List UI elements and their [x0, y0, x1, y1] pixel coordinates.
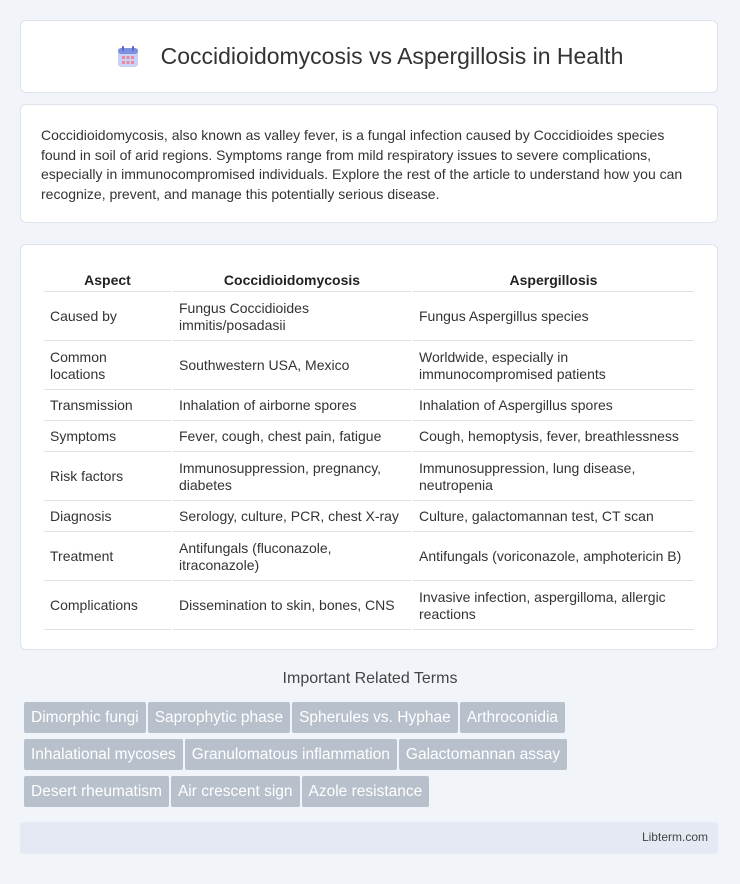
- table-cell: Culture, galactomannan test, CT scan: [413, 503, 694, 532]
- related-term-tag[interactable]: Spherules vs. Hyphae: [292, 702, 458, 733]
- intro-text: Coccidioidomycosis, also known as valley fever, is a fungal infection caused by Coccidioides species found in soil of arid regions. Symptoms range from mild respiratory issues to severe complications, especially in immunocompromised individuals. Explore the rest of the article to understand how you can recognize, prevent, and manage this potentially serious disease.: [41, 127, 683, 202]
- intro-card: [20, 104, 718, 223]
- related-term-tag[interactable]: Dimorphic fungi: [24, 702, 146, 733]
- header-coccidioidomycosis: Coccidioidomycosis: [173, 265, 411, 292]
- table-cell: Transmission: [44, 392, 171, 421]
- table-row: [44, 503, 694, 532]
- table-cell: Complications: [44, 583, 171, 630]
- table-cell: Diagnosis: [44, 503, 171, 532]
- table-cell: Fungus Aspergillus species: [413, 294, 694, 341]
- footer-brand-link[interactable]: Libterm.com: [641, 830, 708, 844]
- table-cell: Risk factors: [44, 454, 171, 501]
- table-cell: Fever, cough, chest pain, fatigue: [173, 423, 411, 452]
- related-term-tag[interactable]: Saprophytic phase: [148, 702, 290, 733]
- table-row: [44, 392, 694, 421]
- comparison-table: [42, 263, 696, 632]
- table-row: [44, 423, 694, 452]
- table-cell: Worldwide, especially in immunocompromised patients: [413, 343, 694, 390]
- comparison-card: [20, 244, 718, 650]
- page-title: Coccidioidomycosis vs Aspergillosis in Health: [160, 43, 624, 69]
- table-cell: Immunosuppression, lung disease, neutropenia: [413, 454, 694, 501]
- title-card: [20, 20, 718, 93]
- table-cell: Fungus Coccidioides immitis/posadasii: [173, 294, 411, 341]
- table-cell: Invasive infection, aspergilloma, allergic reactions: [413, 583, 694, 630]
- table-cell: Antifungals (fluconazole, itraconazole): [173, 534, 411, 581]
- footer-bar: [20, 822, 718, 854]
- table-cell: Common locations: [44, 343, 171, 390]
- related-term-tag[interactable]: Desert rheumatism: [24, 776, 169, 807]
- table-row: [44, 294, 694, 341]
- table-cell: Dissemination to skin, bones, CNS: [173, 583, 411, 630]
- table-cell: Inhalation of airborne spores: [173, 392, 411, 421]
- table-cell: Caused by: [44, 294, 171, 341]
- related-term-tag[interactable]: Air crescent sign: [171, 776, 300, 807]
- related-term-tag[interactable]: Azole resistance: [302, 776, 430, 807]
- table-cell: Serology, culture, PCR, chest X-ray: [173, 503, 411, 532]
- table-row: [44, 454, 694, 501]
- table-cell: Immunosuppression, pregnancy, diabetes: [173, 454, 411, 501]
- related-term-tag[interactable]: Galactomannan assay: [399, 739, 567, 770]
- table-cell: Inhalation of Aspergillus spores: [413, 392, 694, 421]
- table-cell: Treatment: [44, 534, 171, 581]
- related-term-tag[interactable]: Granulomatous inflammation: [185, 739, 397, 770]
- related-term-tag[interactable]: Inhalational mycoses: [24, 739, 183, 770]
- table-row: [44, 583, 694, 630]
- related-terms-list: [24, 702, 644, 813]
- table-row: [44, 343, 694, 390]
- related-term-tag[interactable]: Arthroconidia: [460, 702, 565, 733]
- calendar-icon: [115, 44, 141, 70]
- related-terms-title: Important Related Terms: [282, 670, 458, 687]
- table-row: [44, 534, 694, 581]
- table-cell: Southwestern USA, Mexico: [173, 343, 411, 390]
- table-cell: Cough, hemoptysis, fever, breathlessness: [413, 423, 694, 452]
- table-cell: Symptoms: [44, 423, 171, 452]
- header-aspergillosis: Aspergillosis: [413, 265, 694, 292]
- header-aspect: Aspect: [44, 265, 171, 292]
- table-cell: Antifungals (voriconazole, amphotericin B): [413, 534, 694, 581]
